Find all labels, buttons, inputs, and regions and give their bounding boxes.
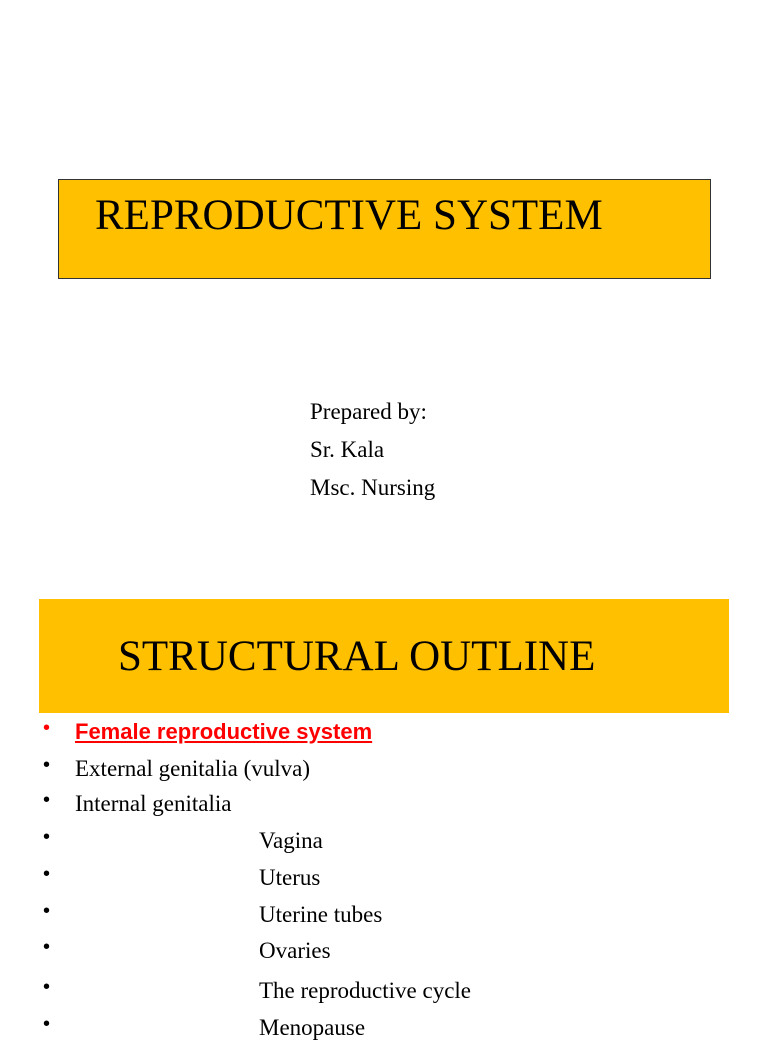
list-item (0, 935, 768, 967)
list-item (0, 1012, 768, 1044)
bullet-icon: • (43, 1013, 51, 1035)
list-item-text: Female reproductive system (75, 719, 373, 744)
list-item (0, 716, 768, 748)
list-item-text: Vagina (259, 828, 323, 853)
list-item-text: The reproductive cycle (259, 978, 471, 1003)
list-item (0, 825, 768, 857)
bullet-icon: • (43, 826, 51, 848)
list-item (0, 788, 768, 820)
author-info (310, 393, 435, 507)
outline-list (0, 588, 768, 1040)
list-item (0, 975, 768, 1007)
bullet-icon: • (43, 900, 51, 922)
bullet-icon: • (43, 936, 51, 958)
prepared-by-label: Prepared by: (310, 399, 427, 424)
author-name: Sr. Kala (310, 437, 385, 462)
list-item (0, 862, 768, 894)
list-item-text: Menopause (259, 1015, 366, 1040)
title-box (58, 179, 711, 279)
list-item-text: Uterine tubes (259, 902, 383, 927)
bullet-icon: • (43, 863, 51, 885)
list-item-text: Uterus (259, 865, 321, 890)
list-item (0, 899, 768, 931)
bullet-icon: • (43, 754, 51, 776)
list-item-text: External genitalia (vulva) (75, 756, 311, 781)
list-item-text: Ovaries (259, 938, 331, 963)
slide-title: REPRODUCTIVE SYSTEM (95, 192, 603, 239)
list-item (0, 753, 768, 785)
bullet-icon: • (43, 976, 51, 998)
bullet-icon: • (43, 789, 51, 811)
bullet-icon: • (43, 717, 51, 739)
list-item-text: Internal genitalia (75, 791, 232, 816)
outline-slide (0, 588, 768, 1040)
outline-heading: STRUCTURAL OUTLINE (118, 633, 596, 680)
author-qualification: Msc. Nursing (310, 475, 436, 500)
